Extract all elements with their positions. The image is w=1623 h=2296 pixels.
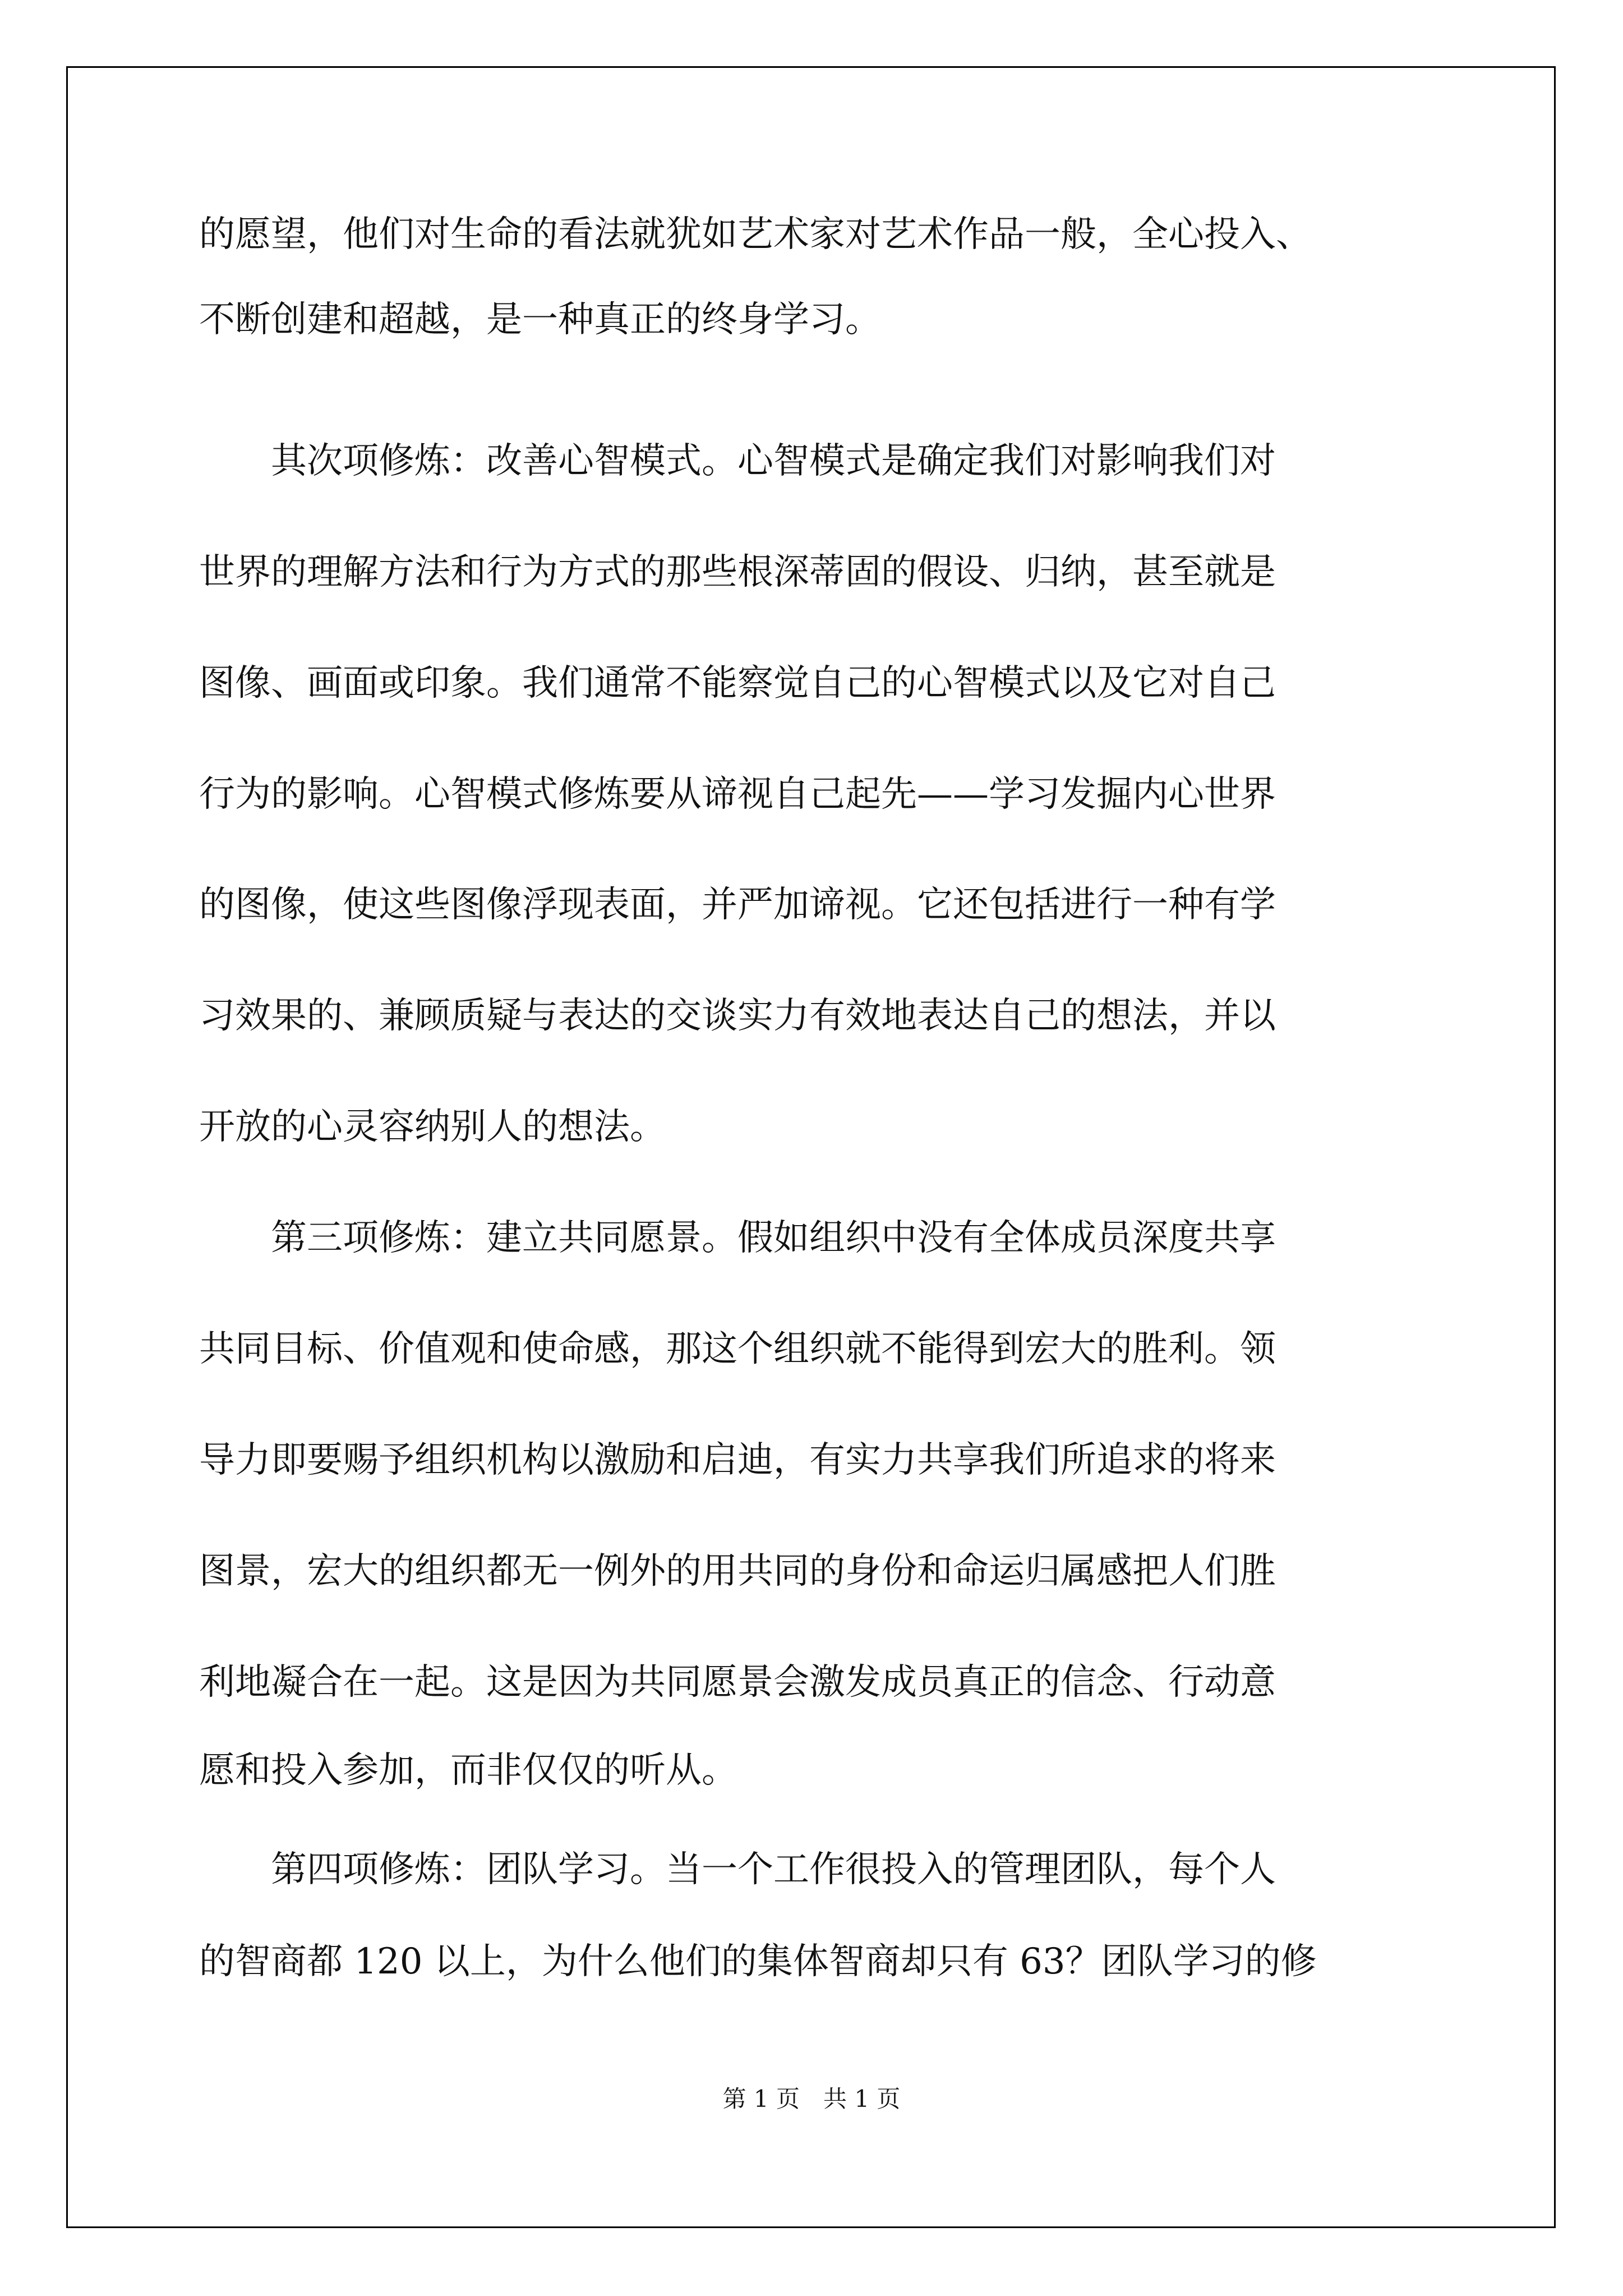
text-line: 第三项修炼：建立共同愿景。假如组织中没有全体成员深度共享 [199,1217,1276,1259]
text-line: 图景，宏大的组织都无一例外的用共同的身份和命运归属感把人们胜 [199,1550,1276,1592]
page-footer: 第 1 页 共 1 页 [722,2085,901,2113]
text-line: 行为的影响。心智模式修炼要从谛视自己起先——学习发掘内心世界 [199,774,1276,815]
text-line: 第四项修炼：团队学习。当一个工作很投入的管理团队，每个人 [199,1849,1276,1890]
text-line: 共同目标、价值观和使命感，那这个组织就不能得到宏大的胜利。领 [199,1328,1276,1370]
text-line: 的愿望，他们对生命的看法就犹如艺术家对艺术作品一般，全心投入、 [199,214,1312,255]
text-line: 愿和投入参加，而非仅仅的听从。 [199,1750,737,1791]
text-line: 不断创建和超越，是一种真正的终身学习。 [199,299,881,341]
text-line: 的图像，使这些图像浮现表面，并严加谛视。它还包括进行一种有学 [199,884,1276,926]
text-line: 习效果的、兼顾质疑与表达的交谈实力有效地表达自己的想法，并以 [199,995,1276,1037]
text-line: 的智商都 120 以上，为什么他们的集体智商却只有 63？团队学习的修 [199,1941,1317,1982]
text-line: 世界的理解方法和行为方式的那些根深蒂固的假设、归纳，甚至就是 [199,551,1276,593]
text-line: 导力即要赐予组织机构以激励和启迪，有实力共享我们所追求的将来 [199,1439,1276,1481]
text-line: 开放的心灵容纳别人的想法。 [199,1106,666,1148]
text-line: 利地凝合在一起。这是因为共同愿景会激发成员真正的信念、行动意 [199,1662,1276,1703]
text-line: 图像、画面或印象。我们通常不能察觉自己的心智模式以及它对自己 [199,662,1276,704]
text-line: 其次项修炼：改善心智模式。心智模式是确定我们对影响我们对 [199,440,1276,482]
